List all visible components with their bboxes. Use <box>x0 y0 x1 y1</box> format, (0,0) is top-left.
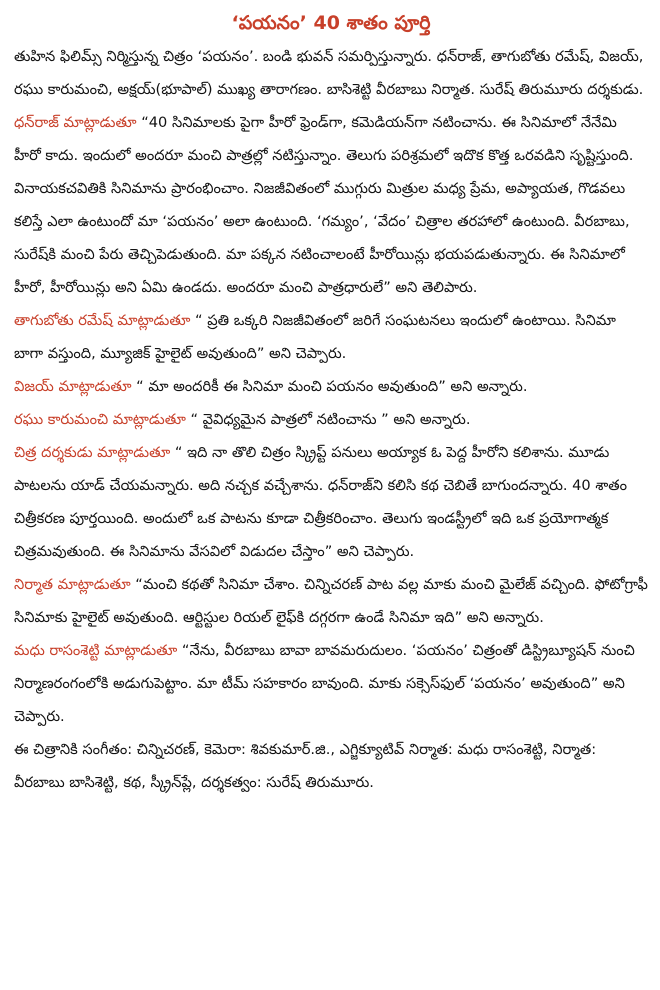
speaker-director: చిత్ర దర్శకుడు మాట్లాడుతూ <box>14 444 171 461</box>
quote-text: “మంచి కథతో సినిమా చేశాం. చిన్నిచరణ్ పాట వల్ల మాకు మంచి మైలేజ్ వచ్చింది. ఫోటోగ్రాఫీ సినిమాకు హైలైట్ అవుతుంది. ఆర్టిస్టుల రియల్ లైఫ్‌కి దగ్గరగా ఉండే సినిమా ఇది” అని అన్నారు. <box>14 576 648 626</box>
quote-text: “ ప్రతి ఒక్కరి నిజజీవితంలో జరిగే సంఘటనలు ఇందులో ఉంటాయి. సినిమా బాగా వస్తుంది, మ్యూజిక్ హైలైట్ అవుతుంది” అని చెప్పారు. <box>14 312 616 362</box>
speaker-dhanraj: ధన్‌రాజ్ మాట్లాడుతూ <box>14 114 137 131</box>
quote-vijay <box>14 370 648 403</box>
speaker-vijay: విజయ్ మాట్లాడుతూ <box>14 378 132 395</box>
article-title: ‘పయనం’ 40 శాతం పూర్తి <box>231 12 431 34</box>
quote-tagubothu-ramesh <box>14 304 648 370</box>
speaker-producer: నిర్మాత మాట్లాడుతూ <box>14 576 131 593</box>
speaker-raghu-karumanchi: రఘు కారుమంచి మాట్లాడుతూ <box>14 411 186 428</box>
quote-producer <box>14 568 648 634</box>
quote-madhu-rasamsetti <box>14 634 648 733</box>
quote-text: “ వైవిధ్యమైన పాత్రలో నటించాను ” అని అన్నారు. <box>185 411 471 428</box>
quote-text: “నేను, వీరబాబు బావా బావమరుదులం. ‘పయనం’ చిత్రంతో డిస్ట్రిబ్యూషన్ నుంచి నిర్మాణరంగంలోకి అడుగుపెట్టాం. మా టీమ్ సహకారం బావుంది. మాకు సక్సెస్‌ఫుల్ ‘పయనం’ అవుతుంది” అని చెప్పారు. <box>14 642 635 725</box>
quote-raghu-karumanchi <box>14 403 648 436</box>
intro-paragraph: తుహిన ఫిలిమ్స్ నిర్మిస్తున్న చిత్రం ‘పయనం’. బండి భువన్ సమర్పిస్తున్నారు. ధన్‌రాజ్, తాగుబోతు రమేష్, విజయ్, రఘు కారుమంచి, అక్షయ్(భూపాల్) ముఖ్య తారాగణం. బాసిశెట్టి వీరబాబు నిర్మాత. సురేష్ తిరుమూరు దర్శకుడు. <box>14 48 644 98</box>
quote-dhanraj <box>14 106 648 304</box>
quote-text: “ ఇది నా తొలి చిత్రం స్క్రిప్ట్ పనులు అయ్యాక ఓ పెద్ద హీరోని కలిశాను. మూడు పాటలను యాడ్ చేయమన్నారు. అది నచ్చక వచ్చేశాను. ధన్‌రాజ్‌ని కలిసి కథ చెబితే బాగుందన్నారు. 40 శాతం చిత్రీకరణ పూర్తయింది. అందులో ఒక పాటను కూడా చిత్రీకరించాం. తెలుగు ఇండస్ట్రీలో ఇది ఒక ప్రయోగాత్మక చిత్రమవుతుంది. ఈ సినిమాను వేసవిలో విడుదల చేస్తాం” అని చెప్పారు. <box>14 444 627 560</box>
quote-text: “40 సినిమాలకు పైగా హీరో ఫ్రెండ్‌గా, కమెడియన్‌గా నటించాను. ఈ సినిమాలో నేనేమి హీరో కాదు. ఇందులో అందరూ మంచి పాత్రల్లో నటిస్తున్నాం. తెలుగు పరిశ్రమలో ఇదొక కొత్త ఒరవడిని సృష్టిస్తుంది. వినాయకచవితికి సినిమాను ప్రారంభించాం. నిజజీవితంలో ముగ్గురు మిత్రుల మధ్య ప్రేమ, అప్యాయత, గొడవలు కలిస్తే ఎలా ఉంటుందో మా ‘పయనం’ అలా ఉంటుంది. ‘గమ్యం’, ‘వేదం’ చిత్రాల తరహాలో ఉంటుంది. వీరబాబు, సురేష్‌కి మంచి పేరు తెచ్చిపెడుతుంది. మా పక్కన నటించాలంటే హీరోయిన్లు భయపడుతున్నారు. ఈ సినిమాలో హీరో, హీరోయిన్లు అని ఏమి ఉండదు. అందరూ మంచి పాత్రధారులే” అని తెలిపారు. <box>14 114 634 296</box>
credits-paragraph: ఈ చిత్రానికి సంగీతం: చిన్నిచరణ్, కెమెరా: శివకుమార్.జి., ఎగ్జిక్యూటివ్ నిర్మాత: మధు రాసంశెట్టి, నిర్మాత: వీరబాబు బాసిశెట్టి, కథ, స్క్రీన్‌ప్లే, దర్శకత్వం: సురేష్ తిరుమూరు. <box>14 741 597 791</box>
quote-text: “ మా అందరికీ ఈ సినిమా మంచి పయనం అవుతుంది” అని అన్నారు. <box>131 378 528 395</box>
quote-director <box>14 436 648 568</box>
speaker-madhu-rasamsetti: మధు రాసంశెట్టి మాట్లాడుతూ <box>14 642 178 659</box>
speaker-tagubothu-ramesh: తాగుబోతు రమేష్ మాట్లాడుతూ <box>14 312 191 329</box>
